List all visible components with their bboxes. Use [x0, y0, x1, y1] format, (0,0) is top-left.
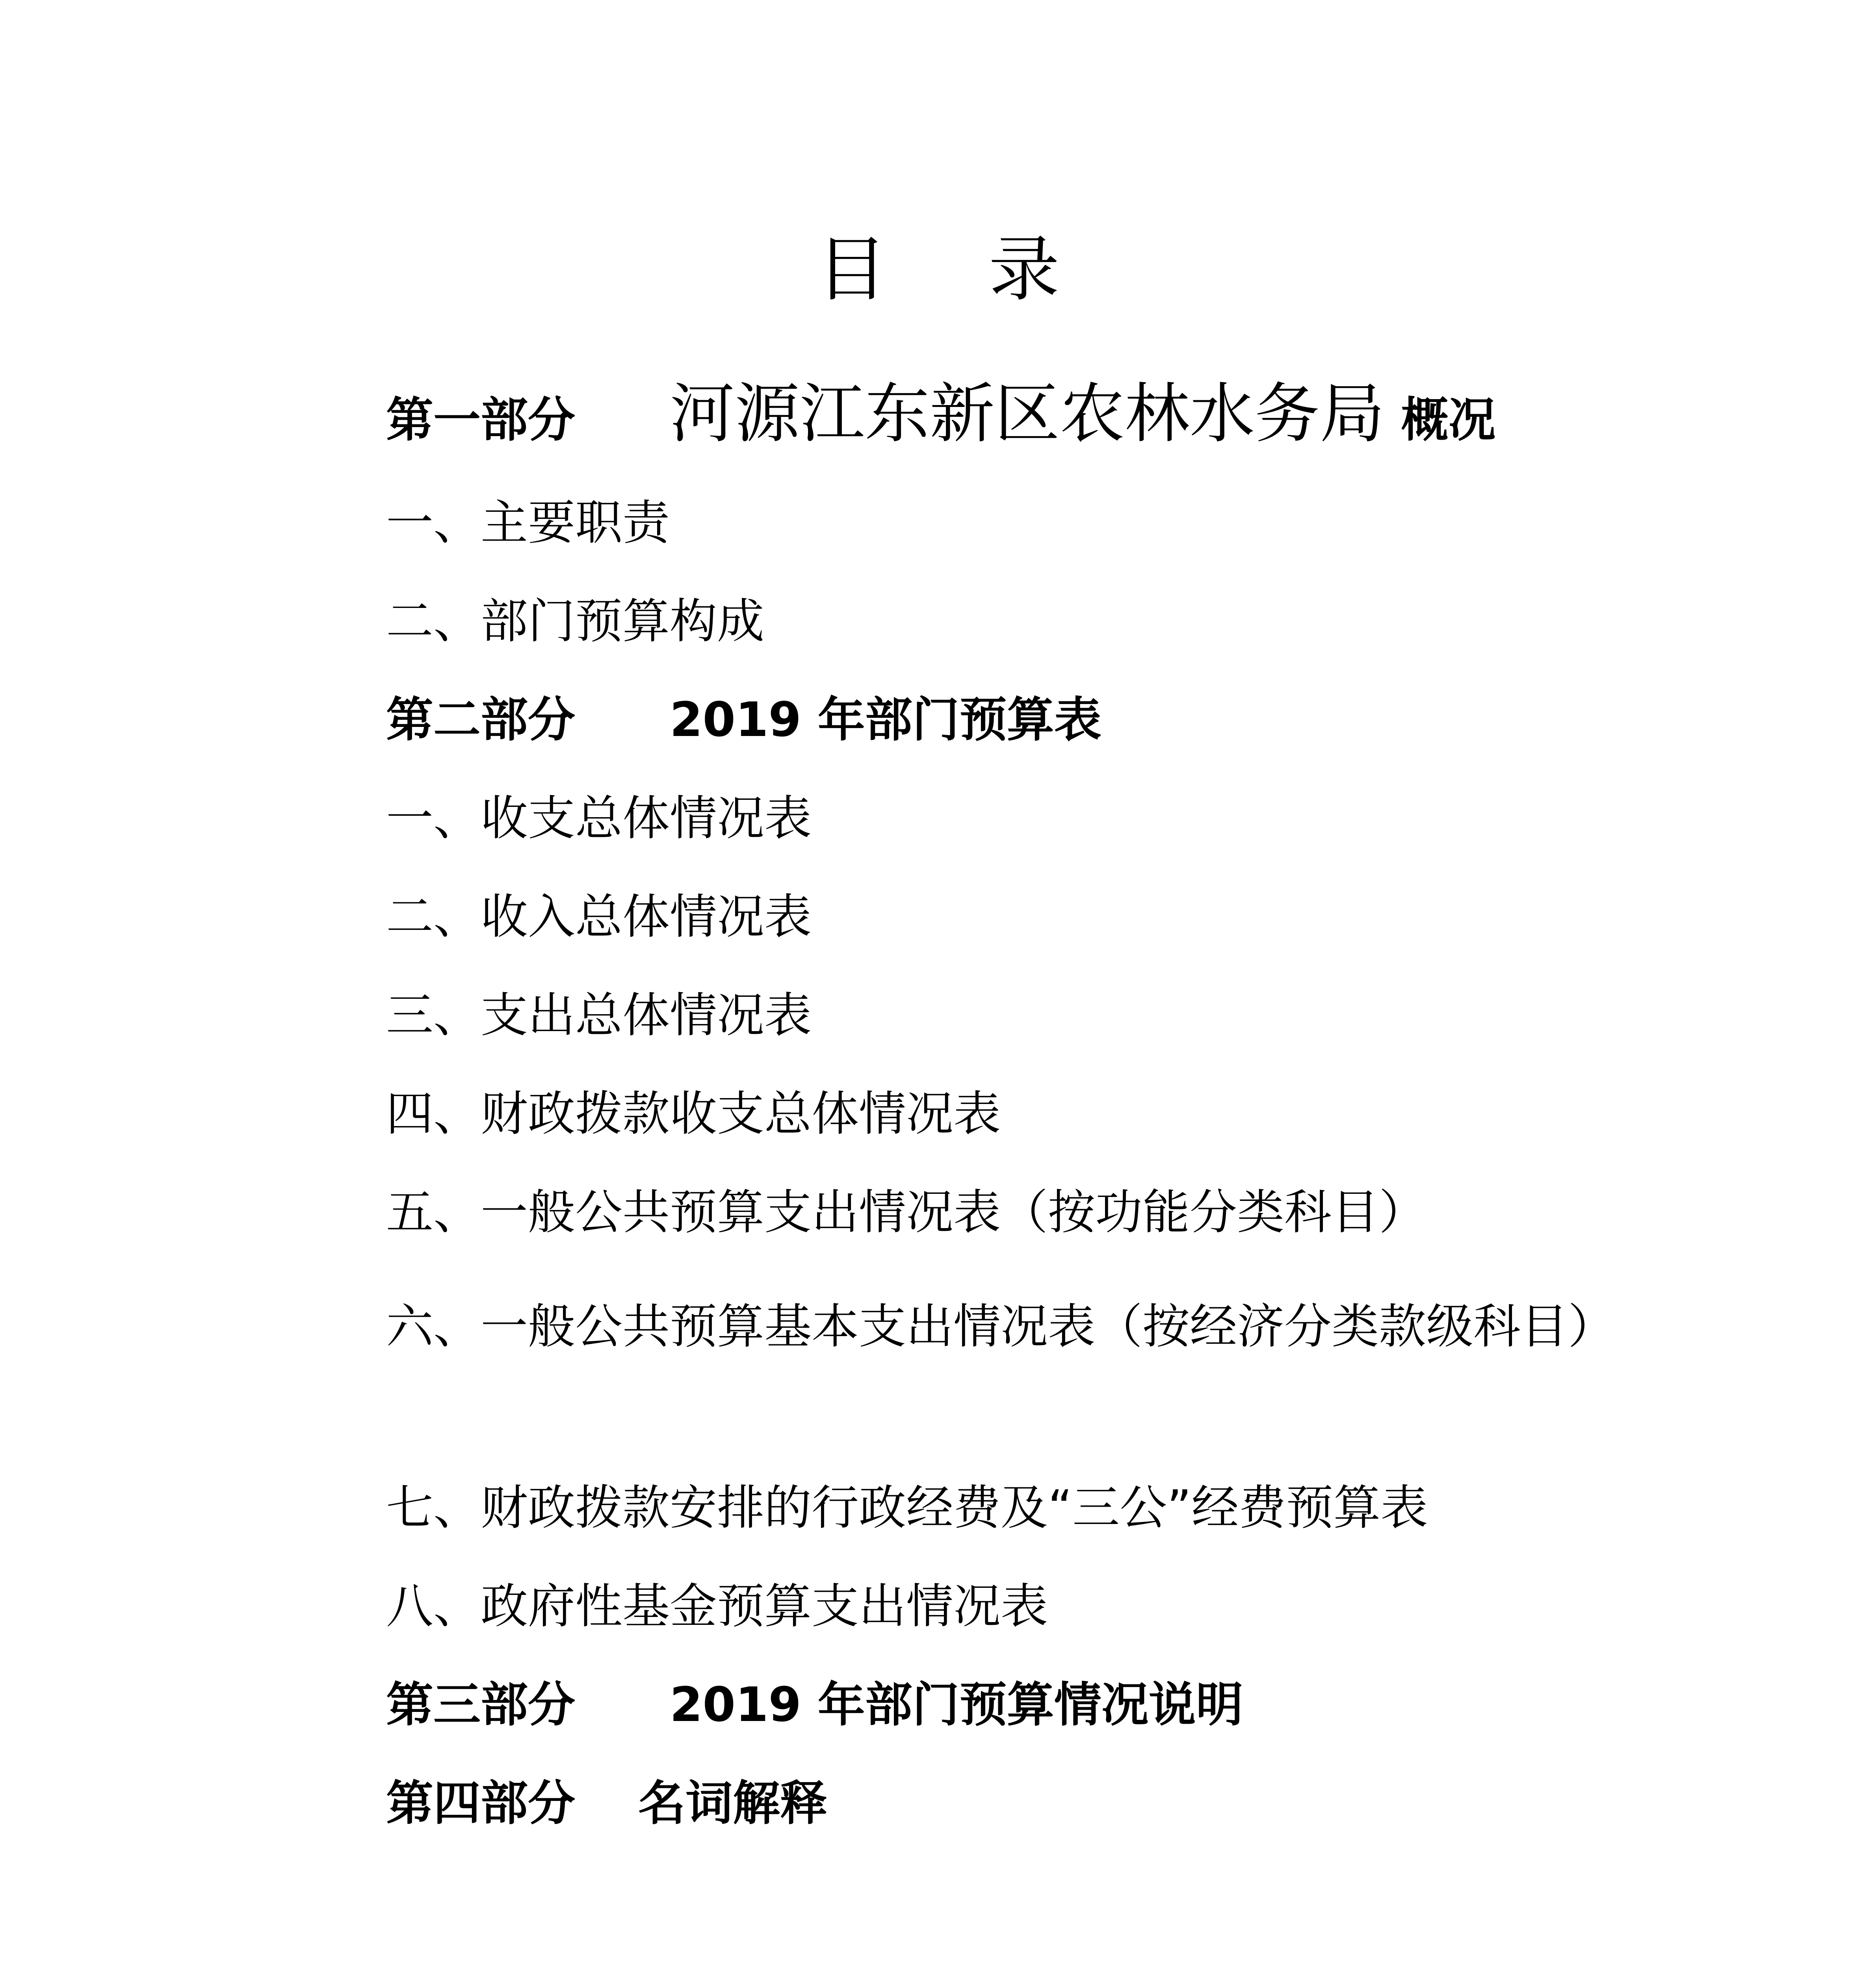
toc-part4-title: 名词解释	[638, 1776, 827, 1831]
toc-part3-title: 2019 年部门预算情况说明	[670, 1678, 1243, 1732]
toc-part2-item-1[interactable]: 一、收支总体情况表	[386, 791, 812, 846]
toc-part1-item-1[interactable]: 一、主要职责	[386, 496, 670, 550]
toc-part4-label: 第四部分	[386, 1776, 575, 1831]
toc-part2-item-2[interactable]: 二、收入总体情况表	[386, 890, 812, 944]
toc-part2-title: 2019 年部门预算表	[670, 693, 1101, 747]
toc-part3-heading[interactable]	[386, 1674, 1243, 1737]
toc-part2-heading[interactable]	[386, 689, 1101, 752]
toc-part1-heading[interactable]	[386, 374, 1496, 460]
toc-part4-heading[interactable]	[386, 1772, 827, 1835]
toc-part1-org-name: 河源江东新区农林水务局	[670, 376, 1385, 452]
toc-part1-suffix: 概况	[1401, 393, 1496, 448]
toc-part2-item-6[interactable]: 六、一般公共预算基本支出情况表（按经济分类款级科目）	[386, 1299, 1615, 1354]
toc-part2-item-3[interactable]: 三、支出总体情况表	[386, 988, 812, 1043]
toc-part3-label: 第三部分	[386, 1678, 575, 1732]
toc-part2-item-7[interactable]: 七、财政拨款安排的行政经费及“三公”经费预算表	[386, 1481, 1428, 1535]
toc-part2-item-4[interactable]: 四、财政拨款收支总体情况表	[386, 1087, 1001, 1141]
toc-part2-item-8[interactable]: 八、政府性基金预算支出情况表	[386, 1579, 1048, 1634]
toc-part2-item-5[interactable]: 五、一般公共预算支出情况表（按功能分类科目）	[386, 1185, 1426, 1240]
toc-part2-label: 第二部分	[386, 693, 575, 747]
toc-title: 目 录	[816, 229, 1099, 311]
toc-part1-item-2[interactable]: 二、部门预算构成	[386, 594, 764, 649]
toc-part1-label: 第一部分	[386, 393, 575, 448]
